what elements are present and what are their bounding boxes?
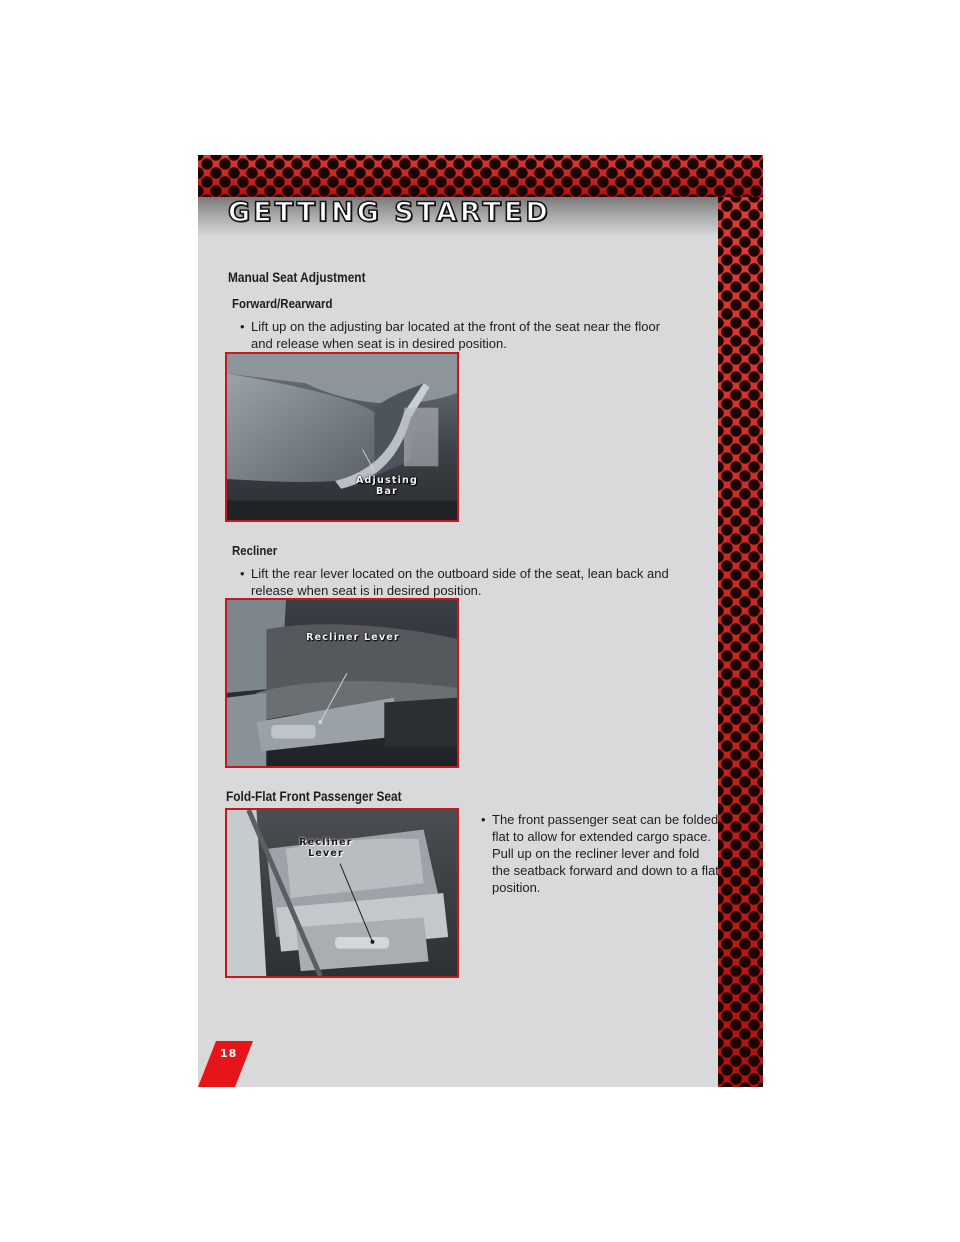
perforated-side-strip	[718, 197, 763, 1087]
fold-flat-heading: Fold-Flat Front Passenger Seat	[226, 789, 402, 804]
fold-flat-recliner-callout: Recliner Lever	[299, 837, 353, 859]
fold-flat-seat-photo	[225, 808, 459, 978]
perforated-header-band	[198, 155, 763, 197]
page-number: 18	[220, 1047, 238, 1060]
forward-rearward-bullet	[240, 318, 685, 352]
forward-rearward-heading: Forward/Rearward	[232, 296, 333, 311]
bullet-dot: •	[240, 566, 245, 581]
bullet-dot: •	[240, 319, 245, 334]
adjusting-bar-callout: Adjusting Bar	[356, 475, 418, 497]
section-title: GETTING STARTED	[228, 197, 551, 228]
bullet-text: Lift the rear lever located on the outboard side of the seat, lean back and release when seat is in desired position.	[251, 566, 669, 598]
recliner-heading: Recliner	[232, 543, 278, 558]
bullet-text: Lift up on the adjusting bar located at the front of the seat near the floor and release when seat is in desired position.	[251, 319, 661, 351]
manual-page	[198, 155, 763, 1087]
bullet-text: The front passenger seat can be folded flat to allow for extended cargo space. Pull up on the recliner lever and fold the seatback forward and down to a flat position.	[492, 812, 719, 895]
bullet-dot: •	[481, 812, 486, 827]
manual-seat-heading: Manual Seat Adjustment	[228, 270, 366, 285]
fold-flat-bullet	[481, 811, 721, 896]
recliner-bullet	[240, 565, 700, 599]
recliner-lever-callout: Recliner Lever	[306, 632, 400, 643]
recliner-lever-photo	[225, 598, 459, 768]
